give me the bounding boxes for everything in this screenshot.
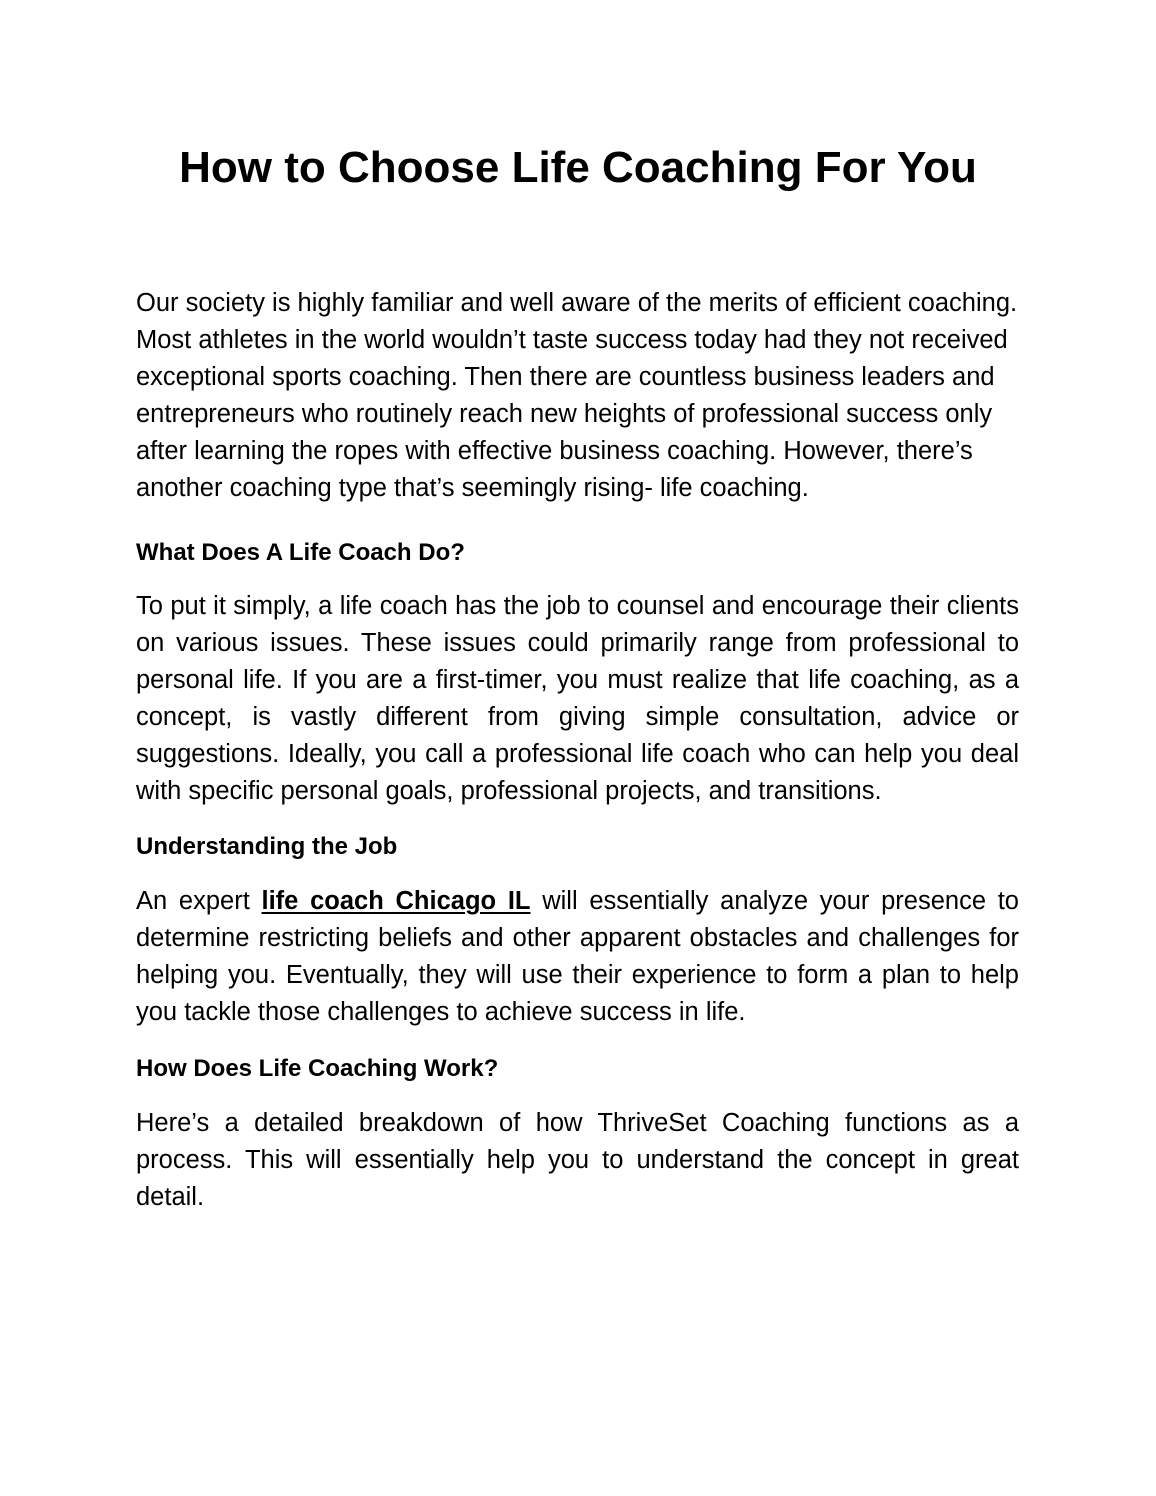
paragraph-text-after-link: will essentially analyze your presence to determine restricting beliefs and other apparent obstacles and challenges for helping you. Eventually, they will use their experience to form a plan to help you tackle those challenges to achieve success in life. bbox=[136, 887, 1019, 1027]
section-heading-life-coach-role: What Does A Life Coach Do? bbox=[136, 538, 465, 566]
section-paragraph-how-coaching-works: Here’s a detailed breakdown of how ThriveSet Coaching functions as a process. This will essentially help you to understand the concept in great detail. bbox=[136, 1108, 1019, 1211]
document-title: How to Choose Life Coaching For You bbox=[179, 143, 977, 192]
document-body bbox=[136, 285, 1019, 1216]
section-paragraph-life-coach-role: To put it simply, a life coach has the job to counsel and encourage their clients on various issues. These issues could primarily range from professional to personal life. If you are a first-timer, you must realize that life coaching, as a concept, is vastly different from giving simple consultation, advice or suggestions. Ideally, you call a professional life coach who can help you deal with specific personal goals, professional projects, and transitions. bbox=[136, 591, 1019, 806]
section-heading-how-coaching-works: How Does Life Coaching Work? bbox=[136, 1054, 499, 1082]
section-heading-understanding-job: Understanding the Job bbox=[136, 833, 398, 861]
life-coach-chicago-link[interactable]: life coach Chicago IL bbox=[261, 887, 531, 916]
paragraph-text-before-link: An expert bbox=[136, 887, 262, 916]
intro-paragraph: Our society is highly familiar and well aware of the merits of efficient coaching. Most athletes in the world wouldn’t taste success today had they not received exceptional sports coaching. Then there are countless business leaders and entrepreneurs who routinely reach new heights of professional success only after learning the ropes with effective business coaching. However, there’s another coaching type that’s seemingly rising- life coaching. bbox=[136, 289, 1018, 503]
section-paragraph-understanding-job bbox=[136, 883, 1019, 1031]
